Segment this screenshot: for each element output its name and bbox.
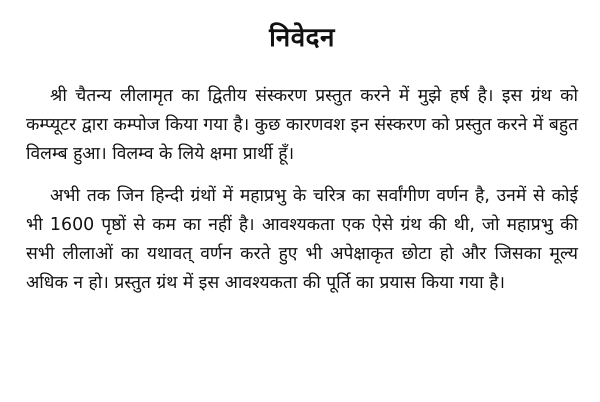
paragraph-1: श्री चैतन्य लीलामृत का द्वितीय संस्करण प्रस्तुत करने में मुझे हर्ष है। इस ग्रंथ को कम्प्यूटर द्वारा कम्पोज किया गया है। कुछ कारणवश इन संस्करण को प्रस्तुत करने में बहुत विलम्ब हुआ। विलम्व के लिये क्षमा प्रार्थी हूँ। bbox=[26, 86, 578, 164]
paragraph-2: अभी तक जिन हिन्दी ग्रंथों में महाप्रभु के चरित्र का सर्वांगीण वर्णन है, उनमें से कोई भी 1600 पृष्ठों से कम का नहीं है। आवश्यकता एक ऐसे ग्रंथ की थी, जो महाप्रभु की सभी लीलाओं का यथावत् वर्णन करते हुए भी अपेक्षाकृत छोटा हो और जिसका मूल्य अधिक न हो। प्रस्तुत ग्रंथ में इस आवश्यकता की पूर्ति का प्रयास किया गया है। bbox=[26, 186, 578, 293]
document-title: निवेदन bbox=[269, 23, 335, 53]
